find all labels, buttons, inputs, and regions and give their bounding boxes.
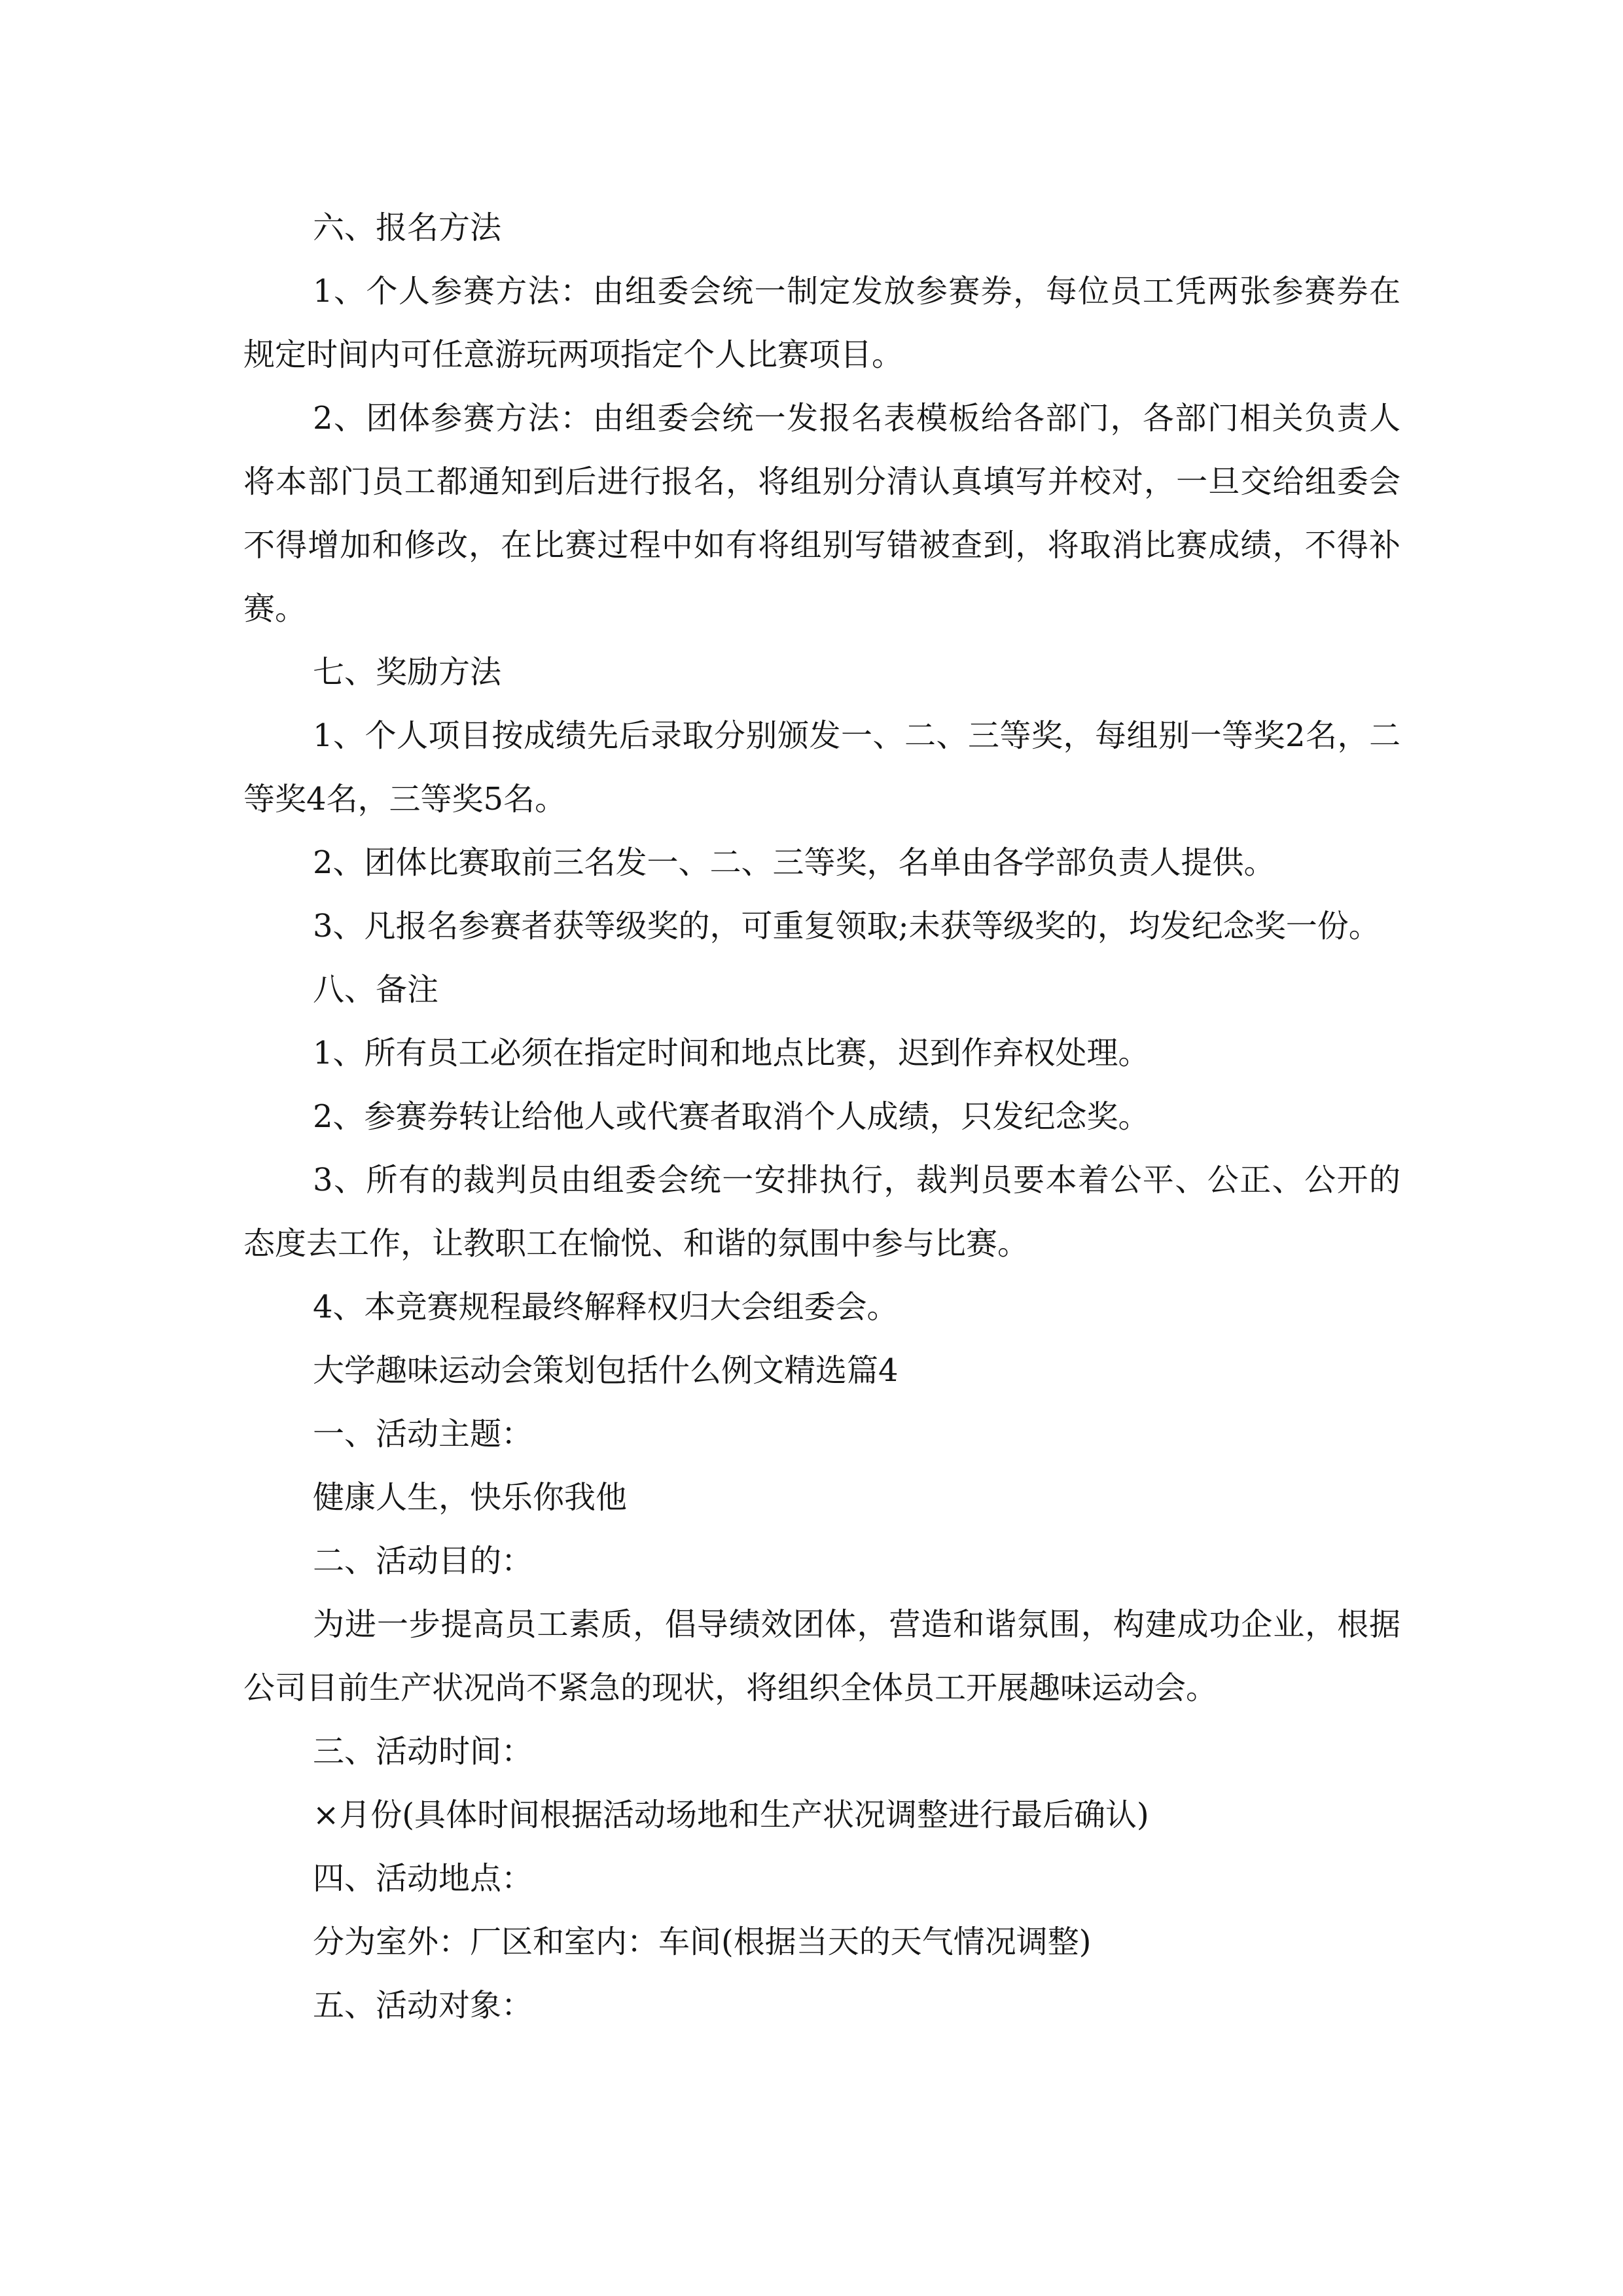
document-body <box>243 196 1400 2037</box>
section-heading-location: 四、活动地点： <box>313 1860 533 1897</box>
paragraph-note-2: 2、参赛券转让给他人或代赛者取消个人成绩，只发纪念奖。 <box>313 1098 1150 1135</box>
section-heading-time: 三、活动时间： <box>313 1733 533 1770</box>
section-heading-participants: 五、活动对象： <box>313 1987 533 2024</box>
article-title: 大学趣味运动会策划包括什么例文精选篇4 <box>313 1352 899 1389</box>
section-heading-notes: 八、备注 <box>313 971 439 1008</box>
paragraph-individual-entry: 1、个人参赛方法：由组委会统一制定发放参赛券，每位员工凭两张参赛券在规定时间内可任意游玩两项指定个人比赛项目。 <box>243 273 1400 373</box>
section-heading-registration: 六、报名方法 <box>313 209 502 246</box>
paragraph-note-1: 1、所有员工必须在指定时间和地点比赛，迟到作弃权处理。 <box>313 1035 1150 1071</box>
paragraph-team-awards: 2、团体比赛取前三名发一、二、三等奖，名单由各学部负责人提供。 <box>313 844 1275 881</box>
paragraph-repeat-awards: 3、凡报名参赛者获等级奖的，可重复领取;未获等级奖的，均发纪念奖一份。 <box>313 908 1380 944</box>
section-heading-awards: 七、奖励方法 <box>313 654 502 691</box>
paragraph-location: 分为室外：厂区和室内：车间(根据当天的天气情况调整) <box>313 1924 1092 1960</box>
section-heading-purpose: 二、活动目的： <box>313 1543 533 1579</box>
paragraph-note-3: 3、所有的裁判员由组委会统一安排执行，裁判员要本着公平、公正、公开的态度去工作，让教职工在愉悦、和谐的氛围中参与比赛。 <box>243 1162 1400 1262</box>
paragraph-purpose: 为进一步提高员工素质，倡导绩效团体，营造和谐氛围，构建成功企业，根据公司目前生产状况尚不紧急的现状，将组织全体员工开展趣味运动会。 <box>243 1606 1400 1706</box>
paragraph-individual-awards: 1、个人项目按成绩先后录取分别颁发一、二、三等奖，每组别一等奖2名，二等奖4名，三等奖5名。 <box>243 717 1400 817</box>
paragraph-theme: 健康人生，快乐你我他 <box>313 1479 628 1516</box>
paragraph-note-4: 4、本竞赛规程最终解释权归大会组委会。 <box>313 1289 899 1325</box>
paragraph-time: ×月份(具体时间根据活动场地和生产状况调整进行最后确认) <box>313 1797 1149 1833</box>
section-heading-theme: 一、活动主题： <box>313 1416 533 1452</box>
paragraph-team-entry: 2、团体参赛方法：由组委会统一发报名表模板给各部门，各部门相关负责人将本部门员工都通知到后进行报名，将组别分清认真填写并校对，一旦交给组委会不得增加和修改，在比赛过程中如有将组别写错被查到，将取消比赛成绩，不得补赛。 <box>243 400 1400 627</box>
